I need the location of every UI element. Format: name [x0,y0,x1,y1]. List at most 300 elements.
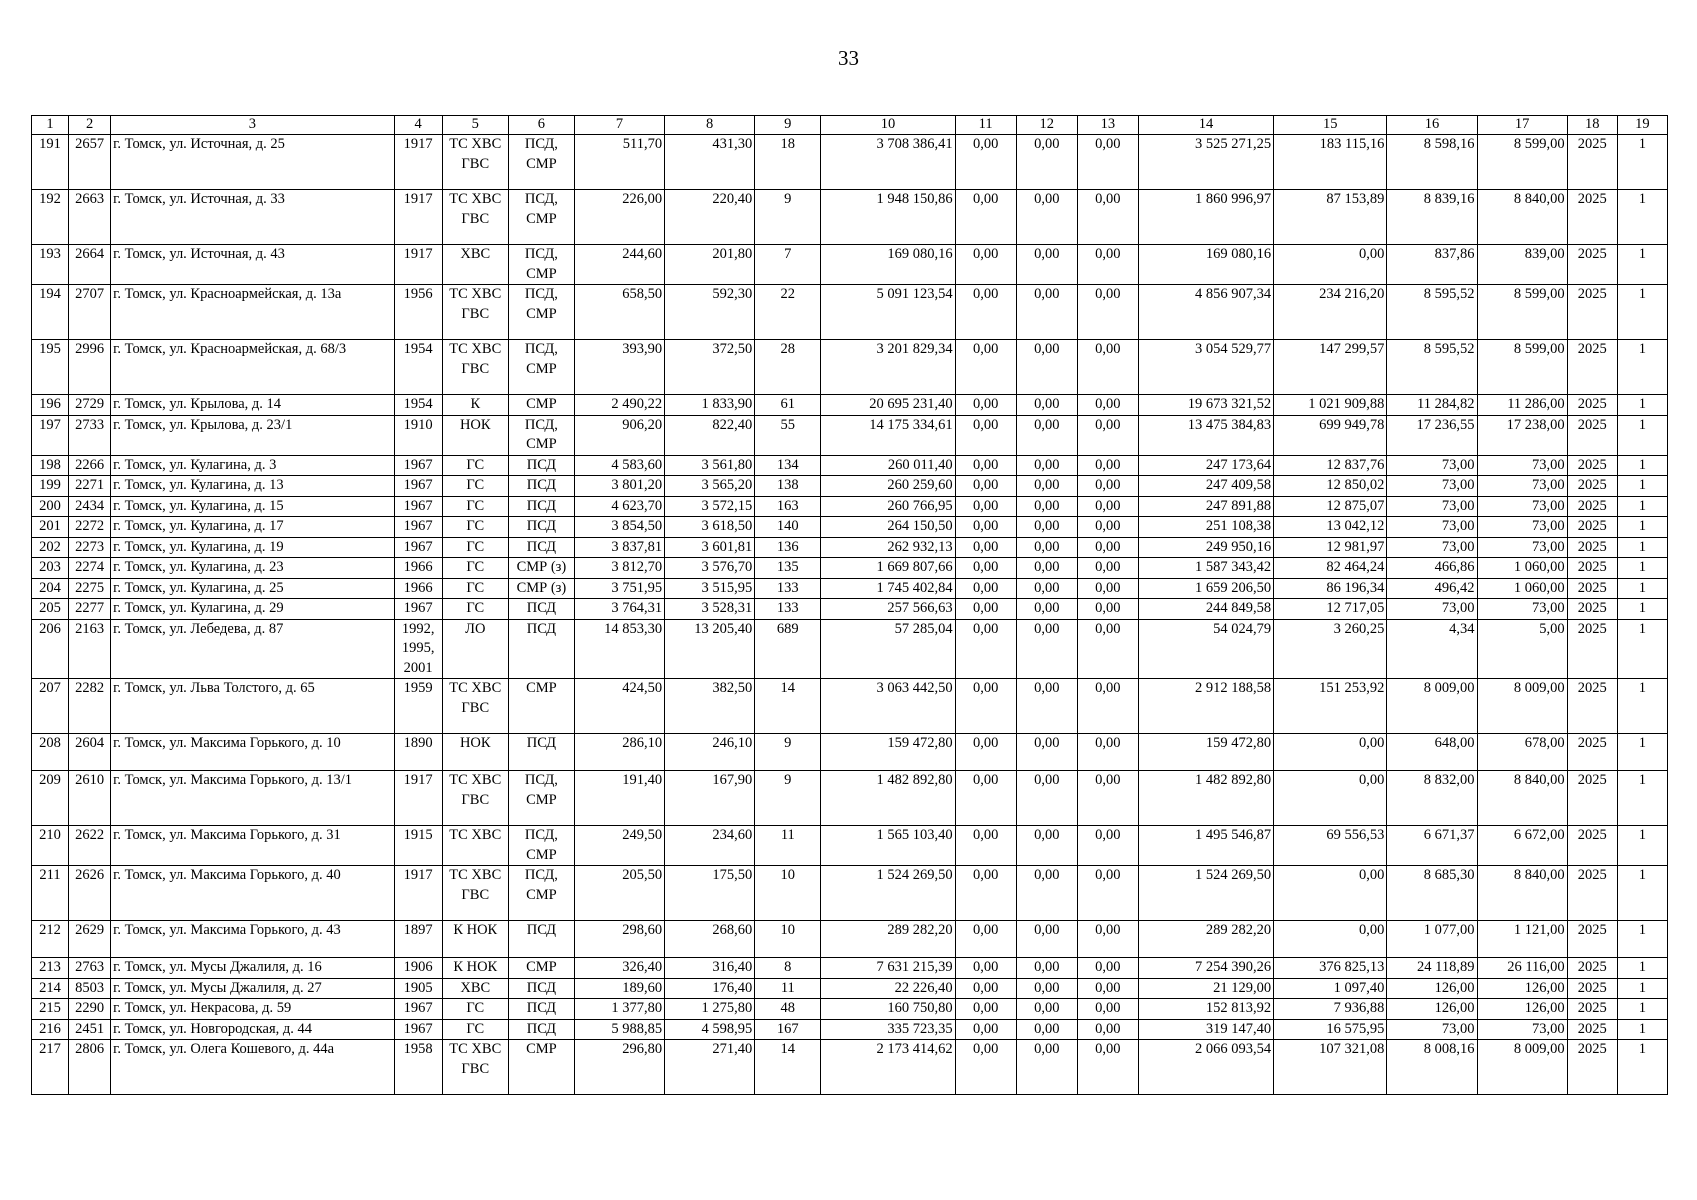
table-cell: 13 475 384,83 [1138,415,1273,455]
table-cell: 0,00 [1274,866,1387,921]
table-cell: 260 011,40 [821,455,955,476]
table-cell: 0,00 [1077,517,1138,538]
table-cell: г. Томск, ул. Новгородская, д. 44 [111,1019,395,1040]
table-cell: г. Томск, ул. Некрасова, д. 59 [111,999,395,1020]
table-cell: 0,00 [1077,537,1138,558]
table-cell: 133 [755,599,821,620]
table-cell: г. Томск, ул. Льва Толстого, д. 65 [111,679,395,734]
table-cell: 73,00 [1387,496,1477,517]
table-cell: 1917 [394,245,442,285]
table-cell: 175,50 [665,866,755,921]
table-cell: 9 [755,734,821,771]
table-cell: 12 717,05 [1274,599,1387,620]
table-cell: 0,00 [1016,558,1077,579]
table-cell: 152 813,92 [1138,999,1273,1020]
column-header-9: 9 [755,116,821,135]
table-cell: 201 [32,517,69,538]
column-header-19: 19 [1617,116,1667,135]
table-cell: СМР [508,395,574,416]
table-cell: 0,00 [1016,734,1077,771]
column-header-3: 3 [111,116,395,135]
table-cell: 191 [32,135,69,190]
table-cell: г. Томск, ул. Кулагина, д. 13 [111,476,395,497]
table-cell: г. Томск, ул. Кулагина, д. 15 [111,496,395,517]
table-cell: 257 566,63 [821,599,955,620]
table-cell: ПСД [508,978,574,999]
table-cell: 0,00 [955,999,1016,1020]
table-cell: 296,80 [574,1040,664,1095]
table-cell: 205 [32,599,69,620]
table-cell: 0,00 [1077,958,1138,979]
table-cell: СМР [508,679,574,734]
table-cell: г. Томск, ул. Источная, д. 43 [111,245,395,285]
table-cell: 0,00 [1077,679,1138,734]
table-cell: 17 236,55 [1387,415,1477,455]
table-cell: 0,00 [1077,999,1138,1020]
table-cell: ГС [442,999,508,1020]
table-cell: 382,50 [665,679,755,734]
table-cell: 0,00 [1077,599,1138,620]
table-cell: ПСД [508,476,574,497]
table-cell: 0,00 [1016,395,1077,416]
table-cell: 207 [32,679,69,734]
table-cell: 48 [755,999,821,1020]
column-header-17: 17 [1477,116,1567,135]
table-cell: 126,00 [1387,978,1477,999]
table-cell: 4,34 [1387,619,1477,679]
table-cell: 286,10 [574,734,664,771]
table-cell: 1 524 269,50 [821,866,955,921]
table-cell: 0,00 [1077,1019,1138,1040]
table-cell: ПСД [508,455,574,476]
table-cell: 2025 [1567,958,1617,979]
table-cell: 4 583,60 [574,455,664,476]
table-cell: 87 153,89 [1274,190,1387,245]
table-cell: 8 009,00 [1477,1040,1567,1095]
column-header-5: 5 [442,116,508,135]
table-cell: 194 [32,285,69,340]
table-cell: 2282 [69,679,111,734]
table-cell: 213 [32,958,69,979]
table-cell: 8 008,16 [1387,1040,1477,1095]
table-cell: 0,00 [1016,517,1077,538]
header-row [32,116,1668,135]
table-cell: 1 565 103,40 [821,826,955,866]
table-cell: 837,86 [1387,245,1477,285]
table-cell: 3 525 271,25 [1138,135,1273,190]
table-cell: 0,00 [955,578,1016,599]
column-header-11: 11 [955,116,1016,135]
table-cell: г. Томск, ул. Олега Кошевого, д. 44а [111,1040,395,1095]
table-cell: 1954 [394,395,442,416]
table-cell: 0,00 [1016,599,1077,620]
table-cell: 0,00 [955,285,1016,340]
table-cell: 262 932,13 [821,537,955,558]
table-cell: 61 [755,395,821,416]
table-cell: ТС ХВС ГВС [442,285,508,340]
table-cell: 2025 [1567,921,1617,958]
table-cell: 0,00 [1077,978,1138,999]
table-cell: 2025 [1567,619,1617,679]
table-cell: ТС ХВС ГВС [442,340,508,395]
table-cell: 2025 [1567,978,1617,999]
table-cell: 1967 [394,1019,442,1040]
table-cell: 82 464,24 [1274,558,1387,579]
table-cell: 658,50 [574,285,664,340]
table-cell: 3 576,70 [665,558,755,579]
table-cell: 12 837,76 [1274,455,1387,476]
table-cell: 3 854,50 [574,517,664,538]
table-cell: 2434 [69,496,111,517]
table-cell: 1 275,80 [665,999,755,1020]
table-cell: 8 595,52 [1387,340,1477,395]
table-cell: 0,00 [1077,866,1138,921]
table-cell: 73,00 [1477,455,1567,476]
table-cell: 0,00 [955,958,1016,979]
table-cell: г. Томск, ул. Источная, д. 33 [111,190,395,245]
table-row [32,285,1668,340]
table-cell: 0,00 [1274,921,1387,958]
table-cell: 0,00 [955,455,1016,476]
table-cell: 0,00 [1016,679,1077,734]
table-cell: 4 856 907,34 [1138,285,1273,340]
table-cell: 699 949,78 [1274,415,1387,455]
table-cell: 8 599,00 [1477,135,1567,190]
table-cell: г. Томск, ул. Лебедева, д. 87 [111,619,395,679]
table-cell: 268,60 [665,921,755,958]
table-cell: 2025 [1567,1019,1617,1040]
table-cell: 335 723,35 [821,1019,955,1040]
table-cell: 1967 [394,455,442,476]
table-cell: 0,00 [955,1019,1016,1040]
table-cell: ПСД, СМР [508,340,574,395]
table-cell: 2025 [1567,415,1617,455]
table-cell: 2025 [1567,455,1617,476]
table-cell: 73,00 [1477,599,1567,620]
table-cell: ГС [442,537,508,558]
table-cell: 189,60 [574,978,664,999]
table-cell: К [442,395,508,416]
table-cell: 839,00 [1477,245,1567,285]
table-cell: 0,00 [955,340,1016,395]
table-cell: 0,00 [1274,734,1387,771]
table-cell: 220,40 [665,190,755,245]
table-cell: 1917 [394,190,442,245]
table-cell: 3 515,95 [665,578,755,599]
table-cell: 2025 [1567,866,1617,921]
table-cell: 0,00 [1016,921,1077,958]
table-cell: 0,00 [1077,1040,1138,1095]
table-cell: 1 833,90 [665,395,755,416]
table-cell: 0,00 [955,537,1016,558]
table-cell: 1 [1617,285,1667,340]
table-cell: 176,40 [665,978,755,999]
table-cell: 1 060,00 [1477,578,1567,599]
table-cell: 2274 [69,558,111,579]
table-cell: 393,90 [574,340,664,395]
table-row [32,679,1668,734]
table-cell: ПСД, СМР [508,285,574,340]
table-cell: 2996 [69,340,111,395]
table-cell: 1967 [394,599,442,620]
table-cell: ПСД, СМР [508,245,574,285]
table-cell: 5,00 [1477,619,1567,679]
table-cell: 1906 [394,958,442,979]
table-cell: 2163 [69,619,111,679]
table-cell: 54 024,79 [1138,619,1273,679]
table-cell: 249,50 [574,826,664,866]
table-cell: 8 840,00 [1477,190,1567,245]
table-cell: 0,00 [955,921,1016,958]
table-cell: 163 [755,496,821,517]
table-cell: 0,00 [1016,1040,1077,1095]
table-cell: 1 [1617,599,1667,620]
table-cell: 1 [1617,866,1667,921]
table-cell: 11 286,00 [1477,395,1567,416]
table-cell: 136 [755,537,821,558]
table-cell: 1897 [394,921,442,958]
table-cell: 1992, 1995, 2001 [394,619,442,679]
table-cell: К НОК [442,958,508,979]
table-cell: 0,00 [955,599,1016,620]
table-cell: 126,00 [1477,978,1567,999]
table-cell: 2663 [69,190,111,245]
table-cell: г. Томск, ул. Кулагина, д. 3 [111,455,395,476]
table-cell: 204 [32,578,69,599]
table-row [32,619,1668,679]
table-cell: 906,20 [574,415,664,455]
table-cell: 2664 [69,245,111,285]
table-cell: 1 [1617,921,1667,958]
table-cell: 2272 [69,517,111,538]
table-row [32,826,1668,866]
table-cell: 8503 [69,978,111,999]
table-cell: 2025 [1567,679,1617,734]
table-cell: 2266 [69,455,111,476]
table-cell: 1 [1617,619,1667,679]
table-cell: 0,00 [1077,771,1138,826]
table-cell: 319 147,40 [1138,1019,1273,1040]
table-cell: 2025 [1567,190,1617,245]
table-cell: ПСД, СМР [508,415,574,455]
table-cell: 289 282,20 [1138,921,1273,958]
table-cell: 1 [1617,978,1667,999]
table-cell: 0,00 [955,866,1016,921]
table-cell: 247 173,64 [1138,455,1273,476]
table-cell: 1 745 402,84 [821,578,955,599]
table-cell: 0,00 [1016,999,1077,1020]
table-cell: г. Томск, ул. Максима Горького, д. 40 [111,866,395,921]
table-cell: 2025 [1567,734,1617,771]
table-cell: 167 [755,1019,821,1040]
table-cell: 2629 [69,921,111,958]
table-cell: 2025 [1567,517,1617,538]
table-cell: 1959 [394,679,442,734]
table-cell: 73,00 [1477,476,1567,497]
table-cell: НОК [442,415,508,455]
table-cell: 12 875,07 [1274,496,1387,517]
table-cell: г. Томск, ул. Кулагина, д. 29 [111,599,395,620]
table-cell: 3 601,81 [665,537,755,558]
table-cell: 249 950,16 [1138,537,1273,558]
table-cell: 4 598,95 [665,1019,755,1040]
table-cell: 3 618,50 [665,517,755,538]
table-cell: 209 [32,771,69,826]
table-cell: 2025 [1567,537,1617,558]
table-cell: 0,00 [955,1040,1016,1095]
table-cell: ГС [442,558,508,579]
table-cell: ЛО [442,619,508,679]
table-cell: 7 631 215,39 [821,958,955,979]
table-cell: 1 [1617,135,1667,190]
table-cell: 215 [32,999,69,1020]
table-cell: 73,00 [1387,1019,1477,1040]
table-cell: г. Томск, ул. Кулагина, д. 17 [111,517,395,538]
table-cell: 2025 [1567,999,1617,1020]
table-row [32,1040,1668,1095]
table-cell: 0,00 [1077,285,1138,340]
table-cell: 2277 [69,599,111,620]
table-cell: 0,00 [1016,537,1077,558]
table-cell: 3 812,70 [574,558,664,579]
table-cell: 21 129,00 [1138,978,1273,999]
table-cell: 10 [755,866,821,921]
table-cell: 2 066 093,54 [1138,1040,1273,1095]
table-cell: 2025 [1567,826,1617,866]
table-cell: ХВС [442,978,508,999]
table-cell: ПСД [508,734,574,771]
table-cell: 0,00 [1077,558,1138,579]
table-cell: 1 121,00 [1477,921,1567,958]
table-cell: 197 [32,415,69,455]
table-cell: 19 673 321,52 [1138,395,1273,416]
table-cell: ПСД [508,619,574,679]
table-cell: 1917 [394,866,442,921]
table-cell: 1 948 150,86 [821,190,955,245]
table-cell: 3 837,81 [574,537,664,558]
table-cell: 1 [1617,340,1667,395]
table-cell: 69 556,53 [1274,826,1387,866]
table-cell: 511,70 [574,135,664,190]
table-cell: 372,50 [665,340,755,395]
table-cell: 196 [32,395,69,416]
data-table [31,115,1668,1095]
table-cell: 0,00 [1016,978,1077,999]
table-cell: 3 708 386,41 [821,135,955,190]
table-cell: 2025 [1567,245,1617,285]
table-cell: 0,00 [955,826,1016,866]
table-cell: г. Томск, ул. Максима Горького, д. 10 [111,734,395,771]
table-cell: СМР (з) [508,558,574,579]
table-cell: 8 599,00 [1477,340,1567,395]
table-cell: 17 238,00 [1477,415,1567,455]
table-cell: 8 009,00 [1387,679,1477,734]
table-cell: 466,86 [1387,558,1477,579]
table-cell: ТС ХВС [442,826,508,866]
table-cell: ПСД [508,537,574,558]
table-cell: 3 764,31 [574,599,664,620]
table-cell: 234,60 [665,826,755,866]
column-header-6: 6 [508,116,574,135]
table-cell: 73,00 [1477,1019,1567,1040]
table-cell: 1 [1617,415,1667,455]
table-cell: 247 409,58 [1138,476,1273,497]
table-cell: 2025 [1567,476,1617,497]
table-cell: 0,00 [1016,340,1077,395]
table-cell: 0,00 [955,190,1016,245]
table-cell: 689 [755,619,821,679]
table-row [32,496,1668,517]
table-cell: 1 [1617,496,1667,517]
table-cell: 2707 [69,285,111,340]
table-cell: 1 [1617,679,1667,734]
table-cell: ПСД [508,496,574,517]
table-cell: 8 009,00 [1477,679,1567,734]
table-cell: 5 091 123,54 [821,285,955,340]
table-cell: 1890 [394,734,442,771]
table-cell: 0,00 [1016,415,1077,455]
table-cell: 13 205,40 [665,619,755,679]
table-cell: ПСД, СМР [508,135,574,190]
table-cell: 1910 [394,415,442,455]
table-cell: К НОК [442,921,508,958]
table-cell: 73,00 [1477,517,1567,538]
table-cell: 0,00 [1016,771,1077,826]
table-cell: 86 196,34 [1274,578,1387,599]
table-cell: 2733 [69,415,111,455]
column-header-18: 18 [1567,116,1617,135]
table-cell: 1954 [394,340,442,395]
table-cell: 2 912 188,58 [1138,679,1273,734]
table-cell: 271,40 [665,1040,755,1095]
table-cell: 260 259,60 [821,476,955,497]
table-cell: ТС ХВС ГВС [442,135,508,190]
table-cell: 12 850,02 [1274,476,1387,497]
table-cell: СМР [508,958,574,979]
table-cell: 202 [32,537,69,558]
table-cell: 73,00 [1387,476,1477,497]
table-cell: ГС [442,1019,508,1040]
table-cell: 1 [1617,476,1667,497]
table-cell: 2025 [1567,496,1617,517]
table-cell: 22 [755,285,821,340]
table-cell: 1 524 269,50 [1138,866,1273,921]
table-cell: 0,00 [955,619,1016,679]
table-cell: 0,00 [1077,340,1138,395]
table-cell: ПСД [508,999,574,1020]
table-cell: 3 561,80 [665,455,755,476]
table-cell: 216 [32,1019,69,1040]
table-cell: 3 801,20 [574,476,664,497]
table-cell: 1 [1617,190,1667,245]
table-cell: 160 750,80 [821,999,955,1020]
table-cell: 1967 [394,517,442,538]
table-cell: 1956 [394,285,442,340]
table-cell: 8 685,30 [1387,866,1477,921]
table-cell: 0,00 [955,558,1016,579]
table-cell: 0,00 [1077,135,1138,190]
table-row [32,599,1668,620]
table-cell: ПСД [508,1019,574,1040]
table-cell: 55 [755,415,821,455]
table-cell: г. Томск, ул. Кулагина, д. 25 [111,578,395,599]
table-cell: 205,50 [574,866,664,921]
table-cell: 0,00 [1274,771,1387,826]
table-row [32,578,1668,599]
table-cell: 169 080,16 [1138,245,1273,285]
table-cell: 247 891,88 [1138,496,1273,517]
table-cell: 1 482 892,80 [821,771,955,826]
